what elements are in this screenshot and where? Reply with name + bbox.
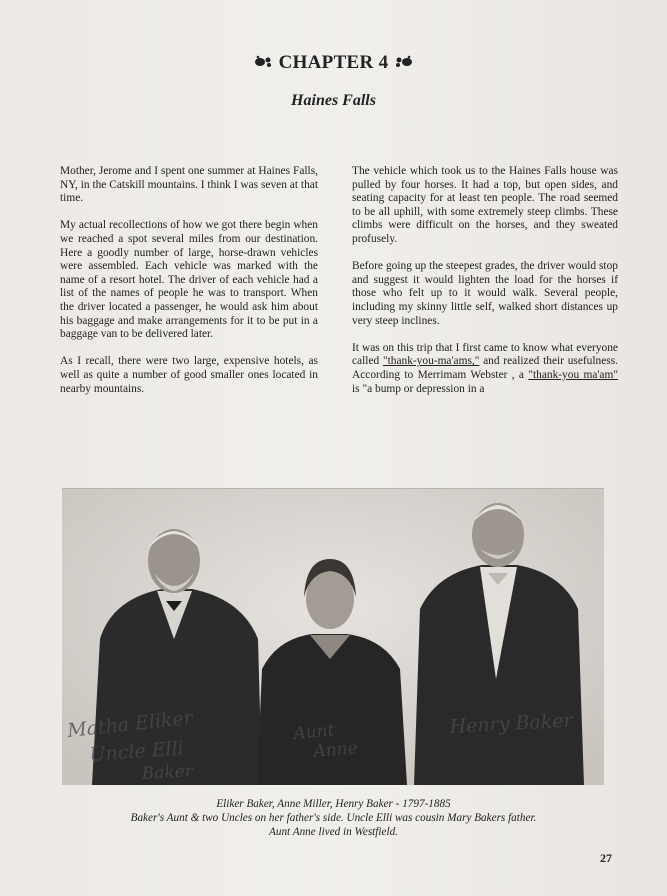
paragraph: My actual recollections of how we got there begin when we reached a spot several miles from our destination. Here a goodly number of large, horse-drawn vehicles were assembled. Each vehicle was marked with the name of a resort hotel. The driver of each vehicle had a list of the names of people he was to transport. When the driver located a passenger, he would ask him about his baggage and make arrangements for it to be put in a baggage van to be delivered later. bbox=[60, 219, 318, 341]
paragraph: Before going up the steepest grades, the driver would stop and suggest it would lighten the load for the horses if those who felt up to it would walk. Several people, including my skinny little self, walked short distances up very steep inclines. bbox=[352, 260, 618, 327]
handwriting-left-1: Matha Eliker bbox=[66, 706, 194, 742]
underlined-term: "thank-you-ma'ams," bbox=[382, 355, 480, 368]
text-run: It was on this trip that I first came to know what everyone called bbox=[352, 341, 618, 368]
paragraph: The vehicle which took us to the Haines Falls house was pulled by four horses. It had a top, but open sides, and seating capacity for at least ten people. The road seemed to be all uphill, with some extremely steep climbs. These climbs were difficult on the horses, and they sweated profusely. bbox=[352, 165, 618, 245]
caption-line: Baker's Aunt & two Uncles on her father's side. Uncle Elli was cousin Mary Bakers father. bbox=[130, 811, 537, 824]
handwriting-mid-1: Aunt bbox=[292, 720, 336, 744]
photograph-illustration bbox=[62, 489, 604, 785]
photo-caption bbox=[0, 798, 667, 839]
left-text-column bbox=[60, 165, 318, 410]
handwriting-left-3: Baker bbox=[141, 761, 194, 784]
handwriting-right: Henry Baker bbox=[449, 709, 574, 738]
chapter-heading bbox=[0, 52, 667, 74]
caption-line: Eliker Baker, Anne Miller, Henry Baker - 1797-1885 bbox=[216, 798, 451, 810]
chapter-subtitle: Haines Falls bbox=[291, 92, 376, 109]
text-run: is "a bump or depression in a bbox=[352, 382, 485, 395]
handwriting-left-2: Uncle Elli bbox=[88, 737, 185, 766]
paragraph: Mother, Jerome and I spent one summer at Haines Falls, NY, in the Catskill mountains. I think I was seven at that time. bbox=[60, 165, 318, 205]
chapter-title: CHAPTER 4 bbox=[278, 52, 389, 73]
right-ornament-icon bbox=[393, 55, 413, 69]
handwriting-mid-2: Anne bbox=[312, 738, 359, 762]
left-ornament-icon bbox=[254, 55, 274, 69]
page-number: 27 bbox=[600, 851, 612, 865]
family-photograph bbox=[62, 488, 604, 785]
caption-line: Aunt Anne lived in Westfield. bbox=[269, 825, 398, 838]
paragraph bbox=[352, 342, 618, 396]
paragraph: As I recall, there were two large, expensive hotels, as well as quite a number of good smaller ones located in nearby mountains. bbox=[60, 355, 318, 395]
underlined-term: "thank-you ma'am" bbox=[528, 368, 619, 381]
right-text-column bbox=[352, 165, 618, 410]
text-run: and realized their usefulness. According to Merrimam Webster , a bbox=[352, 355, 618, 381]
